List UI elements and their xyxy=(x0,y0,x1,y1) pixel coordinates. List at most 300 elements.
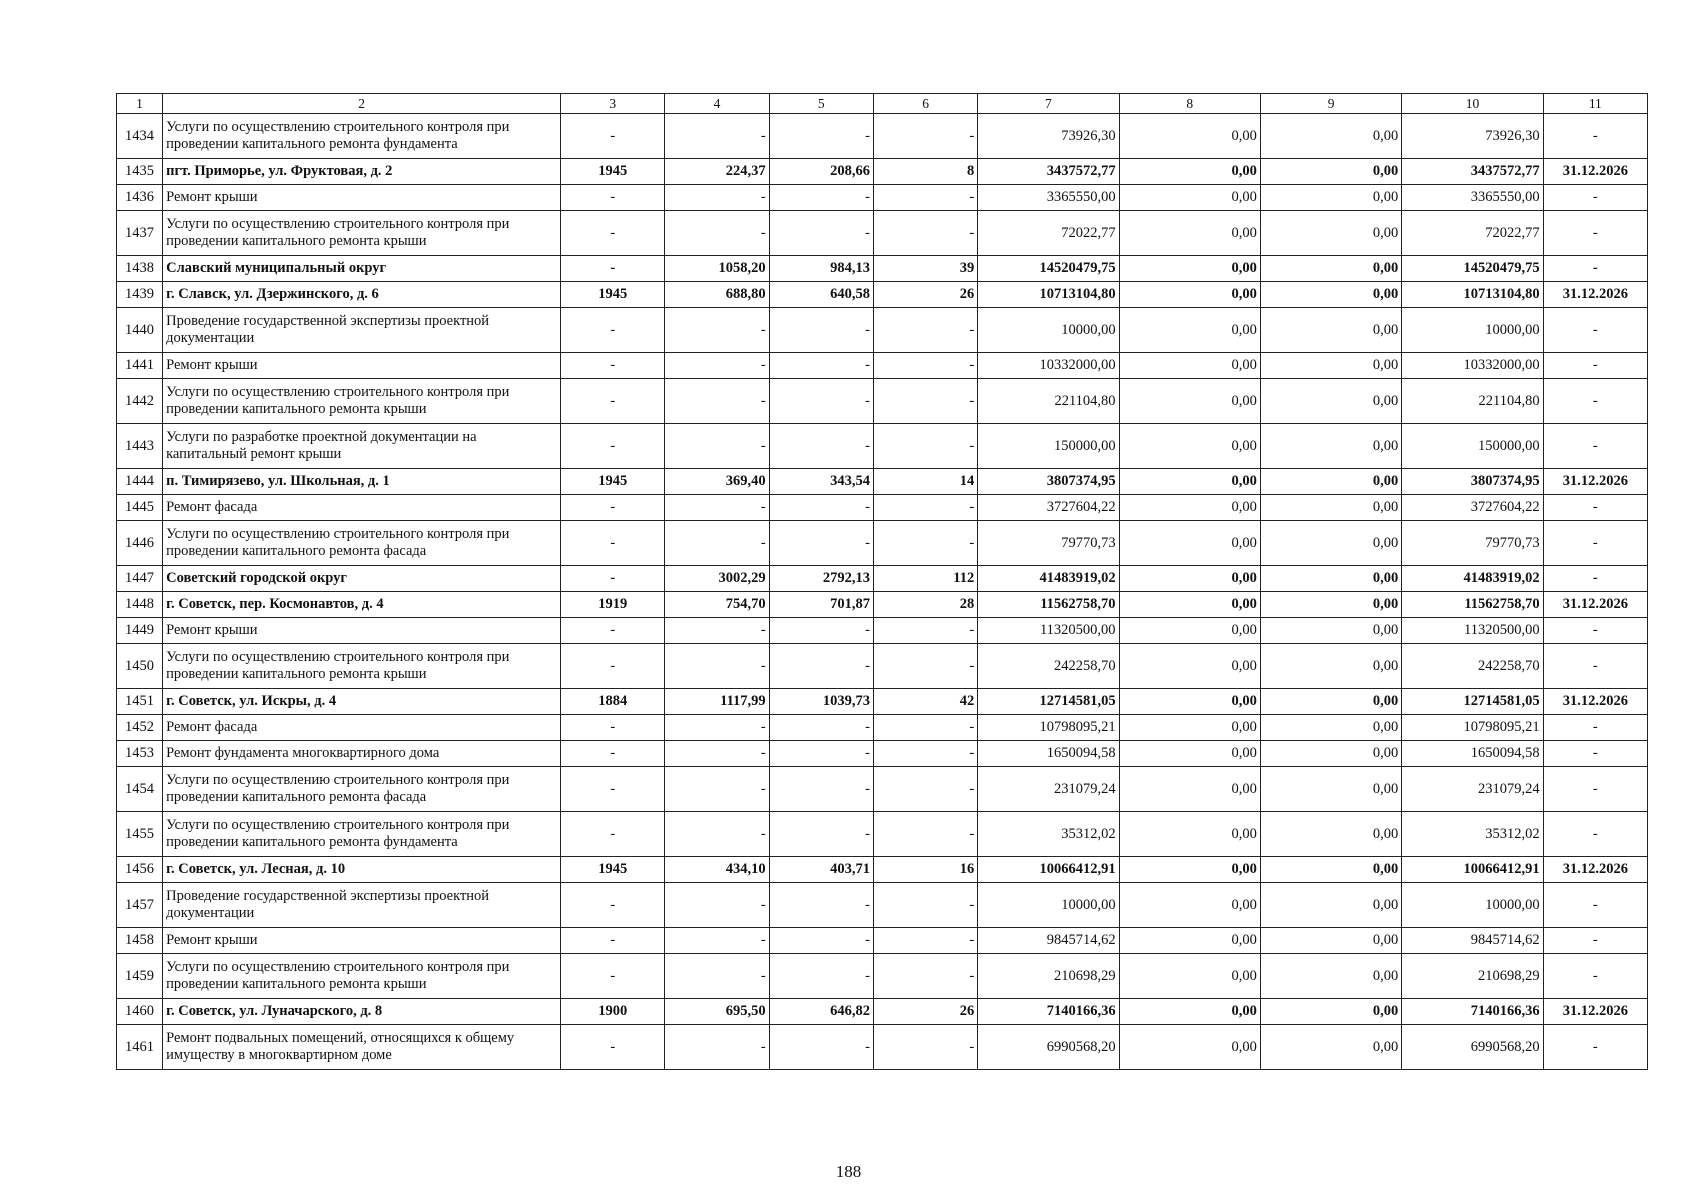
table-row xyxy=(117,566,1648,592)
col7-value: 221104,80 xyxy=(978,379,1119,424)
work-description: п. Тимирязево, ул. Школьная, д. 1 xyxy=(163,469,561,495)
col8-value: 0,00 xyxy=(1119,353,1260,379)
col10-value: 11320500,00 xyxy=(1402,618,1543,644)
col4-value: - xyxy=(665,618,769,644)
col7-value: 10000,00 xyxy=(978,883,1119,928)
col11-value: - xyxy=(1543,308,1647,353)
table-row xyxy=(117,185,1648,211)
col3-value: - xyxy=(561,883,665,928)
col10-value: 10066412,91 xyxy=(1402,857,1543,883)
col9-value: 0,00 xyxy=(1260,159,1401,185)
work-description: Проведение государственной экспертизы проектной документации xyxy=(163,308,561,353)
col9-value: 0,00 xyxy=(1260,308,1401,353)
work-description: Проведение государственной экспертизы проектной документации xyxy=(163,883,561,928)
row-number: 1444 xyxy=(117,469,163,495)
col5-value: 2792,13 xyxy=(769,566,873,592)
col11-value: - xyxy=(1543,379,1647,424)
table-row xyxy=(117,812,1648,857)
col9-value: 0,00 xyxy=(1260,954,1401,999)
col11-value: - xyxy=(1543,954,1647,999)
col8-value: 0,00 xyxy=(1119,566,1260,592)
col10-value: 7140166,36 xyxy=(1402,999,1543,1025)
col7-value: 7140166,36 xyxy=(978,999,1119,1025)
col7-value: 10713104,80 xyxy=(978,282,1119,308)
col9-value: 0,00 xyxy=(1260,379,1401,424)
col3-value: - xyxy=(561,644,665,689)
work-description: Услуги по разработке проектной документации на капитальный ремонт крыши xyxy=(163,424,561,469)
row-number: 1436 xyxy=(117,185,163,211)
col10-value: 73926,30 xyxy=(1402,114,1543,159)
col9-value: 0,00 xyxy=(1260,1025,1401,1070)
table-row xyxy=(117,282,1648,308)
col6-value: - xyxy=(873,883,977,928)
col6-value: - xyxy=(873,114,977,159)
work-description: г. Советск, ул. Лесная, д. 10 xyxy=(163,857,561,883)
work-description: Услуги по осуществлению строительного контроля при проведении капитального ремонта фасада xyxy=(163,521,561,566)
col6-value: 42 xyxy=(873,689,977,715)
col3-value: 1884 xyxy=(561,689,665,715)
col9-value: 0,00 xyxy=(1260,715,1401,741)
col10-value: 10000,00 xyxy=(1402,308,1543,353)
col7-value: 3807374,95 xyxy=(978,469,1119,495)
col11-value: 31.12.2026 xyxy=(1543,857,1647,883)
col6-value: 14 xyxy=(873,469,977,495)
work-description: г. Советск, пер. Космонавтов, д. 4 xyxy=(163,592,561,618)
col8-value: 0,00 xyxy=(1119,812,1260,857)
col6-value: 8 xyxy=(873,159,977,185)
col4-value: - xyxy=(665,185,769,211)
col4-value: - xyxy=(665,715,769,741)
col5-value: - xyxy=(769,424,873,469)
col9-value: 0,00 xyxy=(1260,592,1401,618)
col6-value: 28 xyxy=(873,592,977,618)
col3-value: 1945 xyxy=(561,159,665,185)
col11-value: - xyxy=(1543,812,1647,857)
col10-value: 10713104,80 xyxy=(1402,282,1543,308)
header-cell-1: 1 xyxy=(117,94,163,114)
col6-value: - xyxy=(873,618,977,644)
column-number-header-row xyxy=(117,94,1648,114)
col4-value: - xyxy=(665,812,769,857)
row-number: 1439 xyxy=(117,282,163,308)
col7-value: 10066412,91 xyxy=(978,857,1119,883)
col11-value: - xyxy=(1543,114,1647,159)
row-number: 1456 xyxy=(117,857,163,883)
col7-value: 1650094,58 xyxy=(978,741,1119,767)
col6-value: 26 xyxy=(873,999,977,1025)
table-row xyxy=(117,954,1648,999)
col8-value: 0,00 xyxy=(1119,592,1260,618)
col4-value: - xyxy=(665,308,769,353)
col3-value: - xyxy=(561,1025,665,1070)
col6-value: - xyxy=(873,954,977,999)
col5-value: 1039,73 xyxy=(769,689,873,715)
col8-value: 0,00 xyxy=(1119,999,1260,1025)
col6-value: 112 xyxy=(873,566,977,592)
header-cell-3: 3 xyxy=(561,94,665,114)
col6-value: - xyxy=(873,767,977,812)
row-number: 1457 xyxy=(117,883,163,928)
col5-value: - xyxy=(769,883,873,928)
col5-value: 646,82 xyxy=(769,999,873,1025)
col6-value: - xyxy=(873,928,977,954)
col4-value: 369,40 xyxy=(665,469,769,495)
col8-value: 0,00 xyxy=(1119,954,1260,999)
col3-value: - xyxy=(561,618,665,644)
col4-value: - xyxy=(665,883,769,928)
col6-value: - xyxy=(873,644,977,689)
row-number: 1446 xyxy=(117,521,163,566)
col3-value: 1945 xyxy=(561,282,665,308)
col8-value: 0,00 xyxy=(1119,644,1260,689)
col8-value: 0,00 xyxy=(1119,618,1260,644)
col10-value: 9845714,62 xyxy=(1402,928,1543,954)
col11-value: - xyxy=(1543,644,1647,689)
col7-value: 210698,29 xyxy=(978,954,1119,999)
col9-value: 0,00 xyxy=(1260,883,1401,928)
col5-value: 701,87 xyxy=(769,592,873,618)
col9-value: 0,00 xyxy=(1260,211,1401,256)
col11-value: - xyxy=(1543,256,1647,282)
col4-value: 688,80 xyxy=(665,282,769,308)
table-row xyxy=(117,883,1648,928)
col9-value: 0,00 xyxy=(1260,495,1401,521)
col6-value: 26 xyxy=(873,282,977,308)
col6-value: 39 xyxy=(873,256,977,282)
col6-value: - xyxy=(873,741,977,767)
table-row xyxy=(117,308,1648,353)
col8-value: 0,00 xyxy=(1119,767,1260,812)
col11-value: - xyxy=(1543,521,1647,566)
col5-value: - xyxy=(769,812,873,857)
col3-value: 1945 xyxy=(561,469,665,495)
col10-value: 41483919,02 xyxy=(1402,566,1543,592)
row-number: 1450 xyxy=(117,644,163,689)
col4-value: 1058,20 xyxy=(665,256,769,282)
work-description: Услуги по осуществлению строительного контроля при проведении капитального ремонта крыши xyxy=(163,379,561,424)
row-number: 1442 xyxy=(117,379,163,424)
row-number: 1453 xyxy=(117,741,163,767)
col6-value: - xyxy=(873,308,977,353)
col9-value: 0,00 xyxy=(1260,812,1401,857)
col10-value: 221104,80 xyxy=(1402,379,1543,424)
col8-value: 0,00 xyxy=(1119,741,1260,767)
col8-value: 0,00 xyxy=(1119,114,1260,159)
col10-value: 3437572,77 xyxy=(1402,159,1543,185)
col10-value: 3807374,95 xyxy=(1402,469,1543,495)
work-description: г. Славск, ул. Дзержинского, д. 6 xyxy=(163,282,561,308)
col7-value: 11320500,00 xyxy=(978,618,1119,644)
col11-value: - xyxy=(1543,618,1647,644)
table-row xyxy=(117,1025,1648,1070)
col7-value: 41483919,02 xyxy=(978,566,1119,592)
col7-value: 79770,73 xyxy=(978,521,1119,566)
col9-value: 0,00 xyxy=(1260,353,1401,379)
col3-value: - xyxy=(561,379,665,424)
col4-value: 224,37 xyxy=(665,159,769,185)
col4-value: - xyxy=(665,211,769,256)
table-row xyxy=(117,379,1648,424)
col7-value: 73926,30 xyxy=(978,114,1119,159)
col5-value: - xyxy=(769,741,873,767)
col4-value: - xyxy=(665,379,769,424)
col8-value: 0,00 xyxy=(1119,521,1260,566)
work-description: Услуги по осуществлению строительного контроля при проведении капитального ремонта фундамента xyxy=(163,812,561,857)
row-number: 1449 xyxy=(117,618,163,644)
row-number: 1443 xyxy=(117,424,163,469)
col4-value: - xyxy=(665,741,769,767)
col8-value: 0,00 xyxy=(1119,211,1260,256)
work-description: г. Советск, ул. Луначарского, д. 8 xyxy=(163,999,561,1025)
col11-value: 31.12.2026 xyxy=(1543,999,1647,1025)
col5-value: - xyxy=(769,308,873,353)
row-number: 1434 xyxy=(117,114,163,159)
col3-value: - xyxy=(561,495,665,521)
header-cell-10: 10 xyxy=(1402,94,1543,114)
col4-value: - xyxy=(665,114,769,159)
work-description: Услуги по осуществлению строительного контроля при проведении капитального ремонта фундамента xyxy=(163,114,561,159)
row-number: 1435 xyxy=(117,159,163,185)
col11-value: - xyxy=(1543,928,1647,954)
col8-value: 0,00 xyxy=(1119,424,1260,469)
table-row xyxy=(117,592,1648,618)
col11-value: - xyxy=(1543,1025,1647,1070)
col7-value: 11562758,70 xyxy=(978,592,1119,618)
col10-value: 6990568,20 xyxy=(1402,1025,1543,1070)
col5-value: 640,58 xyxy=(769,282,873,308)
page-number: 188 xyxy=(835,1162,862,1181)
col7-value: 9845714,62 xyxy=(978,928,1119,954)
work-description: Ремонт подвальных помещений, относящихся к общему имуществу в многоквартирном доме xyxy=(163,1025,561,1070)
col7-value: 10332000,00 xyxy=(978,353,1119,379)
col6-value: - xyxy=(873,424,977,469)
col4-value: - xyxy=(665,928,769,954)
col5-value: - xyxy=(769,715,873,741)
row-number: 1447 xyxy=(117,566,163,592)
col3-value: - xyxy=(561,715,665,741)
col10-value: 10798095,21 xyxy=(1402,715,1543,741)
col11-value: - xyxy=(1543,495,1647,521)
work-description: Ремонт фасада xyxy=(163,495,561,521)
col10-value: 35312,02 xyxy=(1402,812,1543,857)
col11-value: - xyxy=(1543,566,1647,592)
col6-value: - xyxy=(873,812,977,857)
col8-value: 0,00 xyxy=(1119,282,1260,308)
col3-value: 1919 xyxy=(561,592,665,618)
col3-value: - xyxy=(561,114,665,159)
col5-value: - xyxy=(769,114,873,159)
table-body xyxy=(117,114,1648,1070)
col7-value: 14520479,75 xyxy=(978,256,1119,282)
row-number: 1458 xyxy=(117,928,163,954)
col10-value: 150000,00 xyxy=(1402,424,1543,469)
col9-value: 0,00 xyxy=(1260,185,1401,211)
col3-value: - xyxy=(561,211,665,256)
table-row xyxy=(117,999,1648,1025)
col11-value: - xyxy=(1543,353,1647,379)
header-cell-4: 4 xyxy=(665,94,769,114)
col6-value: - xyxy=(873,353,977,379)
col3-value: - xyxy=(561,812,665,857)
col8-value: 0,00 xyxy=(1119,379,1260,424)
col10-value: 12714581,05 xyxy=(1402,689,1543,715)
table-row xyxy=(117,715,1648,741)
col7-value: 150000,00 xyxy=(978,424,1119,469)
col9-value: 0,00 xyxy=(1260,928,1401,954)
col11-value: 31.12.2026 xyxy=(1543,469,1647,495)
col5-value: - xyxy=(769,185,873,211)
col6-value: - xyxy=(873,1025,977,1070)
col3-value: - xyxy=(561,256,665,282)
col8-value: 0,00 xyxy=(1119,857,1260,883)
col5-value: 208,66 xyxy=(769,159,873,185)
row-number: 1452 xyxy=(117,715,163,741)
table-row xyxy=(117,767,1648,812)
col10-value: 231079,24 xyxy=(1402,767,1543,812)
col3-value: - xyxy=(561,308,665,353)
col10-value: 79770,73 xyxy=(1402,521,1543,566)
table-row xyxy=(117,159,1648,185)
col11-value: - xyxy=(1543,424,1647,469)
col5-value: - xyxy=(769,928,873,954)
row-number: 1454 xyxy=(117,767,163,812)
col4-value: 434,10 xyxy=(665,857,769,883)
row-number: 1441 xyxy=(117,353,163,379)
col8-value: 0,00 xyxy=(1119,883,1260,928)
table-row xyxy=(117,211,1648,256)
col9-value: 0,00 xyxy=(1260,282,1401,308)
col11-value: - xyxy=(1543,715,1647,741)
col9-value: 0,00 xyxy=(1260,566,1401,592)
col10-value: 72022,77 xyxy=(1402,211,1543,256)
row-number: 1455 xyxy=(117,812,163,857)
table-row xyxy=(117,857,1648,883)
header-cell-5: 5 xyxy=(769,94,873,114)
col10-value: 1650094,58 xyxy=(1402,741,1543,767)
col9-value: 0,00 xyxy=(1260,857,1401,883)
col11-value: 31.12.2026 xyxy=(1543,592,1647,618)
col7-value: 12714581,05 xyxy=(978,689,1119,715)
col7-value: 3727604,22 xyxy=(978,495,1119,521)
col5-value: - xyxy=(769,644,873,689)
row-number: 1461 xyxy=(117,1025,163,1070)
col10-value: 10332000,00 xyxy=(1402,353,1543,379)
table-row xyxy=(117,928,1648,954)
col6-value: 16 xyxy=(873,857,977,883)
col9-value: 0,00 xyxy=(1260,469,1401,495)
col10-value: 11562758,70 xyxy=(1402,592,1543,618)
col4-value: 695,50 xyxy=(665,999,769,1025)
col5-value: 343,54 xyxy=(769,469,873,495)
header-cell-11: 11 xyxy=(1543,94,1647,114)
work-description: Услуги по осуществлению строительного контроля при проведении капитального ремонта фасада xyxy=(163,767,561,812)
work-description: г. Советск, ул. Искры, д. 4 xyxy=(163,689,561,715)
col3-value: 1900 xyxy=(561,999,665,1025)
col8-value: 0,00 xyxy=(1119,715,1260,741)
col6-value: - xyxy=(873,185,977,211)
col11-value: - xyxy=(1543,767,1647,812)
col3-value: - xyxy=(561,566,665,592)
col5-value: 403,71 xyxy=(769,857,873,883)
col3-value: - xyxy=(561,521,665,566)
work-description: Ремонт крыши xyxy=(163,928,561,954)
col4-value: - xyxy=(665,353,769,379)
table-row xyxy=(117,689,1648,715)
col4-value: - xyxy=(665,644,769,689)
work-description: Ремонт крыши xyxy=(163,618,561,644)
table-row xyxy=(117,469,1648,495)
col4-value: - xyxy=(665,767,769,812)
table-row xyxy=(117,114,1648,159)
col10-value: 14520479,75 xyxy=(1402,256,1543,282)
col4-value: 1117,99 xyxy=(665,689,769,715)
col7-value: 72022,77 xyxy=(978,211,1119,256)
work-description: Ремонт фундамента многоквартирного дома xyxy=(163,741,561,767)
work-description: Услуги по осуществлению строительного контроля при проведении капитального ремонта крыши xyxy=(163,954,561,999)
col4-value: - xyxy=(665,1025,769,1070)
col8-value: 0,00 xyxy=(1119,469,1260,495)
col11-value: 31.12.2026 xyxy=(1543,282,1647,308)
work-description: Ремонт крыши xyxy=(163,185,561,211)
col7-value: 3365550,00 xyxy=(978,185,1119,211)
row-number: 1451 xyxy=(117,689,163,715)
table-row xyxy=(117,741,1648,767)
col8-value: 0,00 xyxy=(1119,495,1260,521)
col8-value: 0,00 xyxy=(1119,1025,1260,1070)
table-row xyxy=(117,424,1648,469)
col9-value: 0,00 xyxy=(1260,618,1401,644)
table-row xyxy=(117,521,1648,566)
row-number: 1445 xyxy=(117,495,163,521)
col9-value: 0,00 xyxy=(1260,424,1401,469)
col5-value: - xyxy=(769,767,873,812)
col9-value: 0,00 xyxy=(1260,114,1401,159)
col11-value: 31.12.2026 xyxy=(1543,689,1647,715)
col5-value: - xyxy=(769,495,873,521)
col9-value: 0,00 xyxy=(1260,741,1401,767)
col6-value: - xyxy=(873,211,977,256)
header-cell-6: 6 xyxy=(873,94,977,114)
col9-value: 0,00 xyxy=(1260,256,1401,282)
col7-value: 6990568,20 xyxy=(978,1025,1119,1070)
col8-value: 0,00 xyxy=(1119,185,1260,211)
table-row xyxy=(117,353,1648,379)
work-description: Услуги по осуществлению строительного контроля при проведении капитального ремонта крыши xyxy=(163,211,561,256)
repair-program-table xyxy=(116,93,1648,1070)
col5-value: - xyxy=(769,954,873,999)
col5-value: - xyxy=(769,211,873,256)
row-number: 1438 xyxy=(117,256,163,282)
row-number: 1460 xyxy=(117,999,163,1025)
header-cell-8: 8 xyxy=(1119,94,1260,114)
col6-value: - xyxy=(873,715,977,741)
work-description: Услуги по осуществлению строительного контроля при проведении капитального ремонта крыши xyxy=(163,644,561,689)
col5-value: - xyxy=(769,379,873,424)
table-row xyxy=(117,495,1648,521)
col5-value: - xyxy=(769,1025,873,1070)
header-cell-9: 9 xyxy=(1260,94,1401,114)
col7-value: 35312,02 xyxy=(978,812,1119,857)
row-number: 1440 xyxy=(117,308,163,353)
table-row xyxy=(117,644,1648,689)
col5-value: - xyxy=(769,521,873,566)
work-description: Советский городской округ xyxy=(163,566,561,592)
col6-value: - xyxy=(873,495,977,521)
col5-value: 984,13 xyxy=(769,256,873,282)
col3-value: - xyxy=(561,353,665,379)
col3-value: - xyxy=(561,741,665,767)
col11-value: - xyxy=(1543,883,1647,928)
